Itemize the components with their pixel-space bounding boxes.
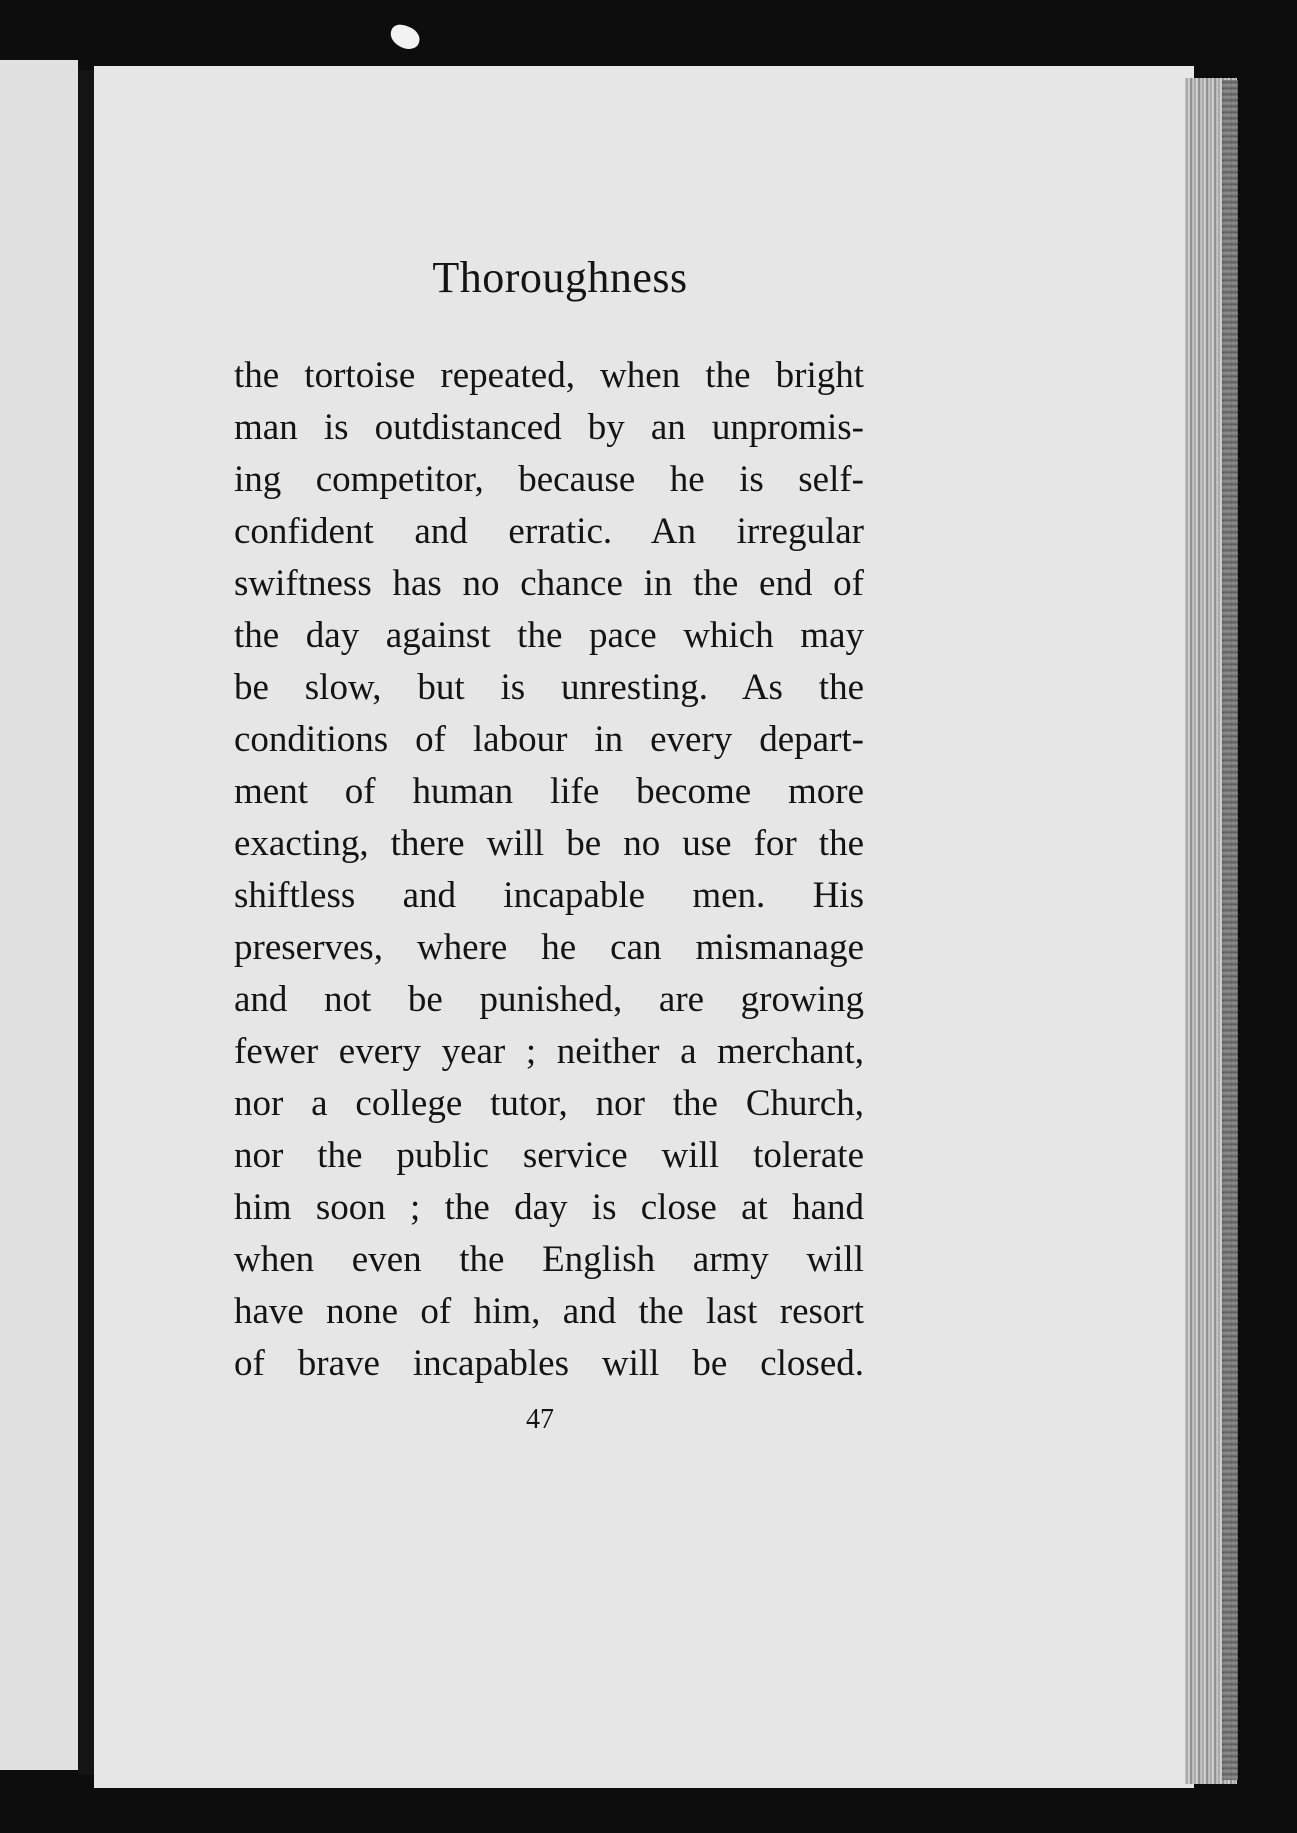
- text-line: the tortoise repeated, when the bright: [234, 355, 864, 396]
- running-head: Thoroughness: [432, 253, 688, 302]
- text-line: conditions of labour in every depart-: [234, 719, 864, 760]
- text-line: swiftness has no chance in the end of: [234, 563, 864, 604]
- text-line: have none of him, and the last resort: [234, 1291, 864, 1332]
- body-text: [234, 350, 864, 1390]
- text-line: fewer every year ; neither a merchant,: [234, 1031, 864, 1072]
- text-line: shiftless and incapable men. His: [234, 875, 864, 916]
- text-line: ing competitor, because he is self-: [234, 459, 864, 500]
- text-line: of brave incapables will be closed.: [234, 1343, 864, 1384]
- text-line: be slow, but is unresting. As the: [234, 667, 864, 708]
- text-line: when even the English army will: [234, 1239, 864, 1280]
- text-line: exacting, there will be no use for the: [234, 823, 864, 864]
- text-line: confident and erratic. An irregular: [234, 511, 864, 552]
- page-number: 47: [526, 1404, 554, 1435]
- text-line: and not be punished, are growing: [234, 979, 864, 1020]
- text-line: the day against the pace which may: [234, 615, 864, 656]
- text-line: nor a college tutor, nor the Church,: [234, 1083, 864, 1124]
- text-line: man is outdistanced by an unpromis-: [234, 407, 864, 448]
- scan-artifact: [387, 22, 422, 52]
- text-line: nor the public service will tolerate: [234, 1135, 864, 1176]
- text-line: him soon ; the day is close at hand: [234, 1187, 864, 1228]
- facing-page-edge: [0, 60, 78, 1770]
- text-line: ment of human life become more: [234, 771, 864, 812]
- page-stack-shadow: [1222, 80, 1238, 1780]
- text-line: preserves, where he can mismanage: [234, 927, 864, 968]
- book-gutter: [78, 70, 94, 1775]
